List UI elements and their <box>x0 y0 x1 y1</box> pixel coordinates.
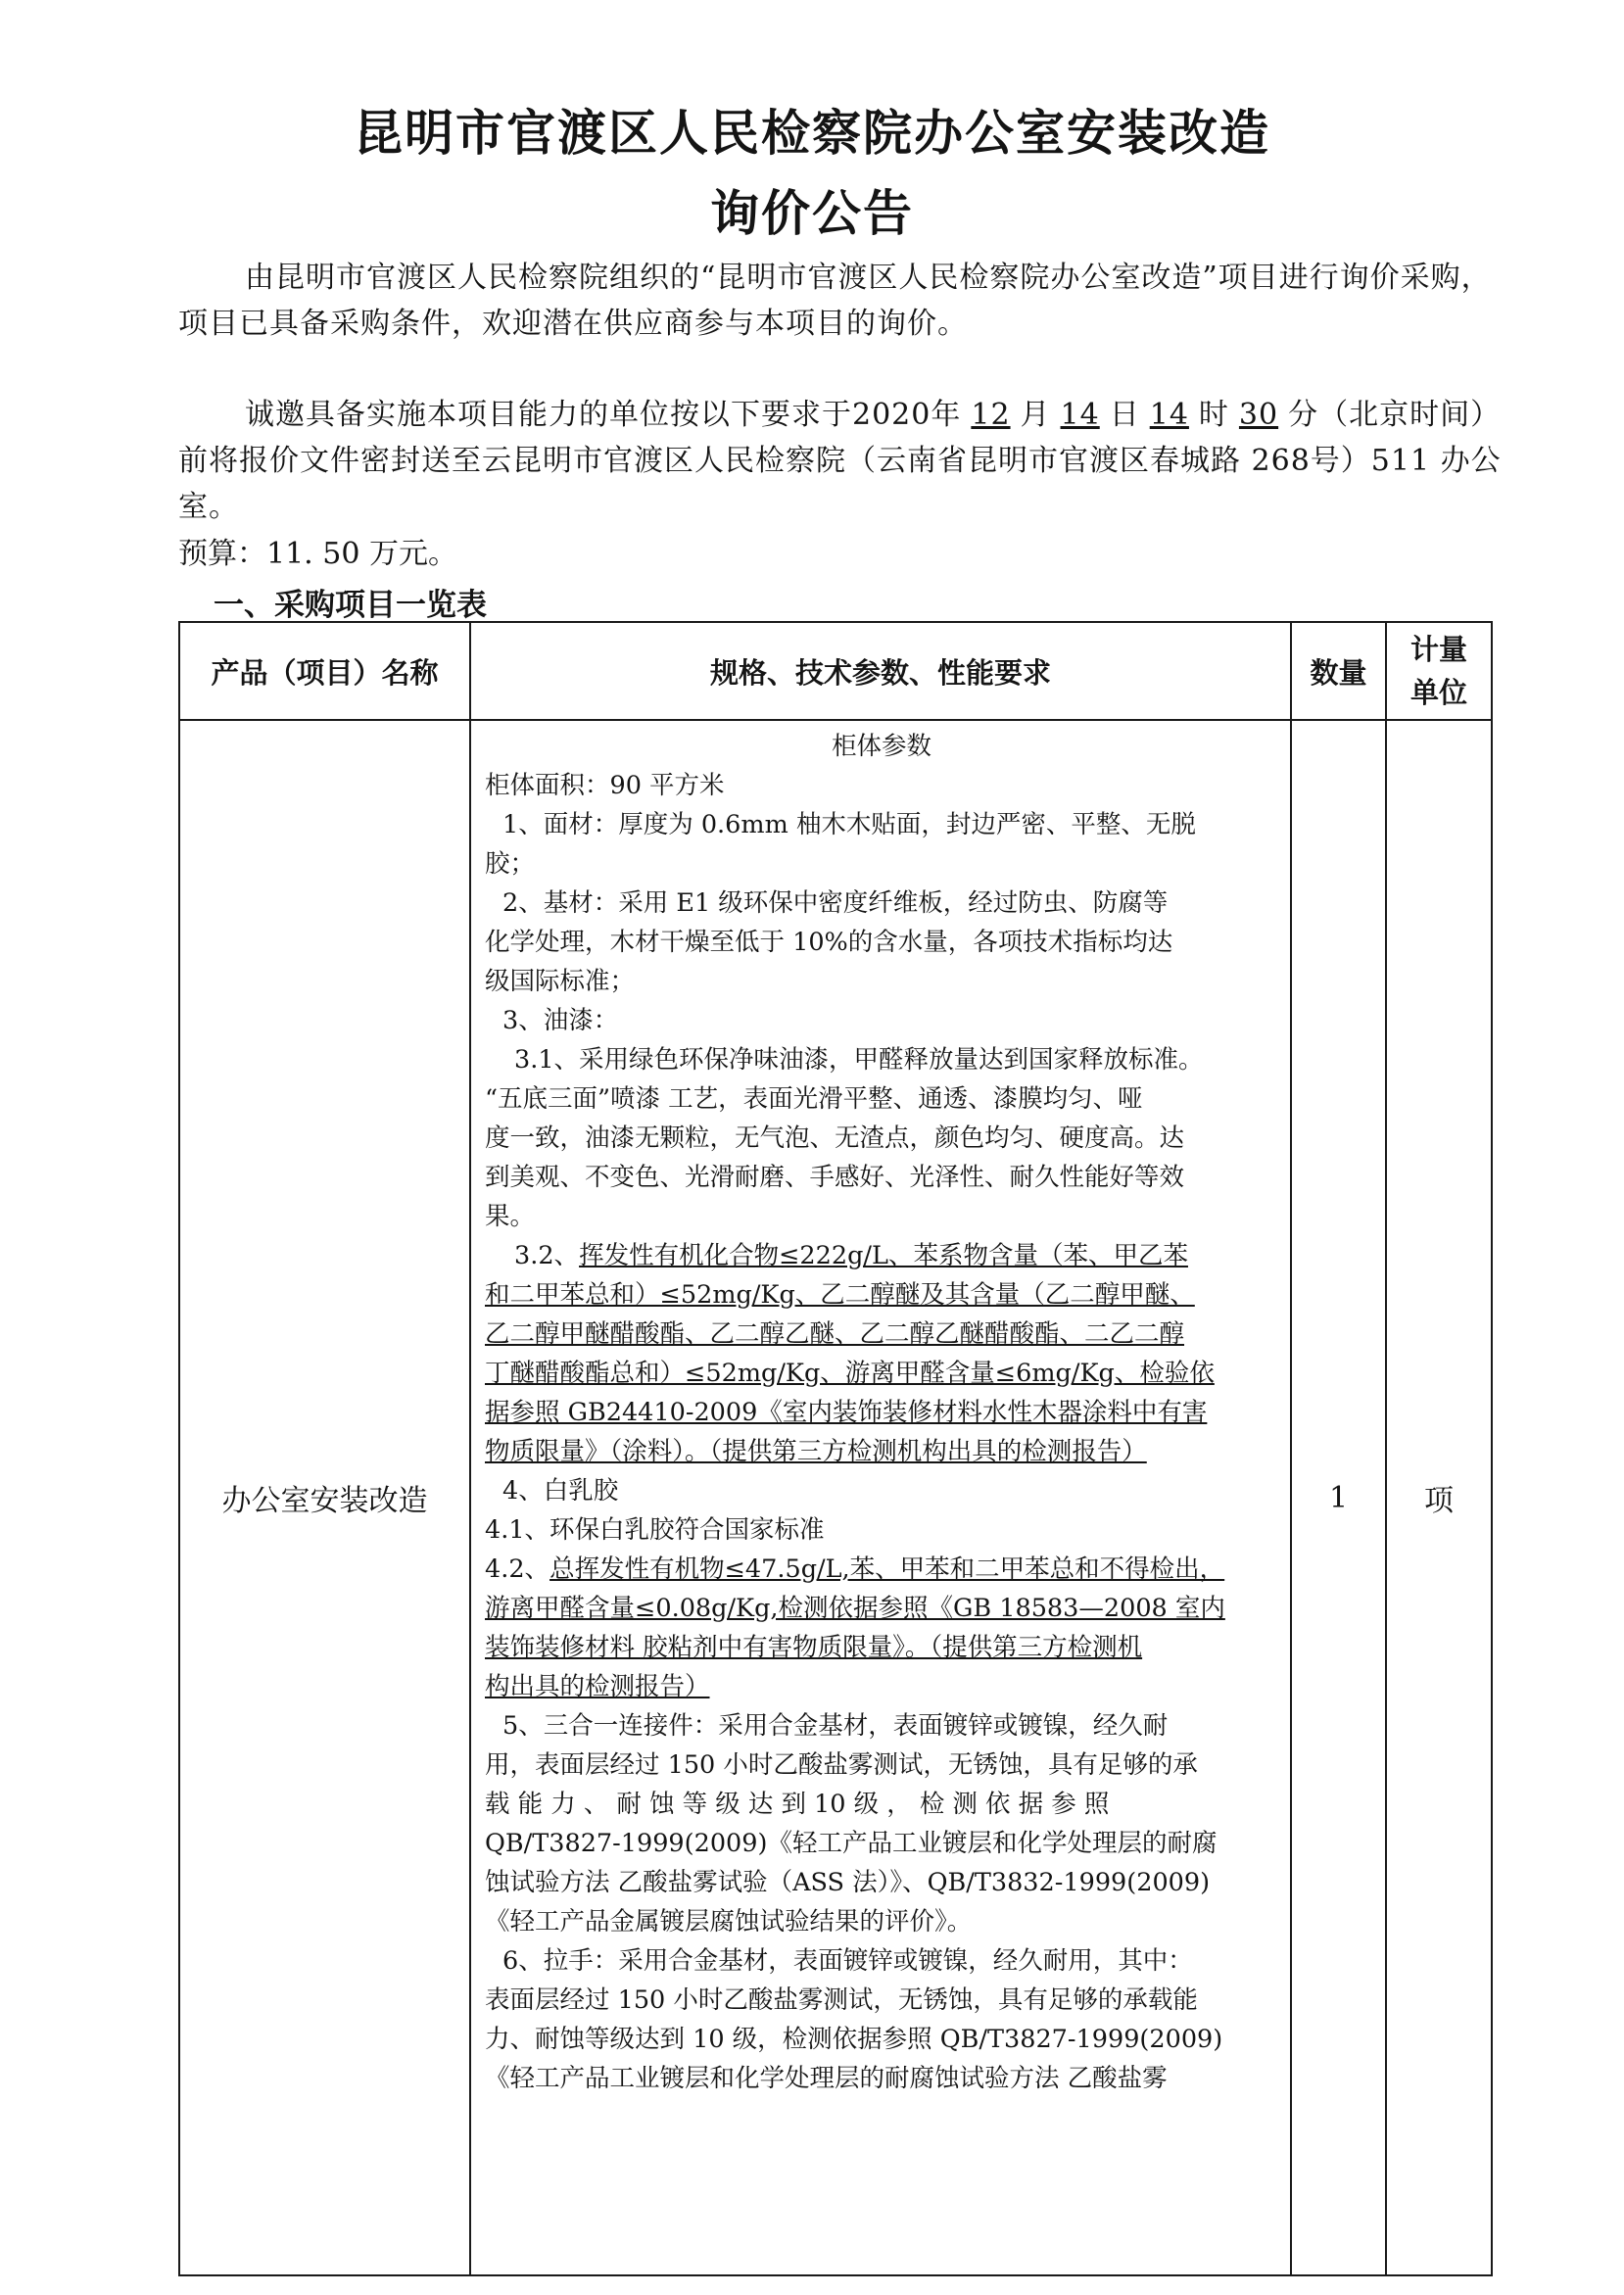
spec-line: 装饰装修材料 胶粘剂中有害物质限量》。（提供第三方检测机 <box>485 1633 1143 1662</box>
header-unit-line2: 单位 <box>1409 676 1467 709</box>
spec-line: 表面层经过 150 小时乙酸盐雾测试，无锈蚀，具有足够的承载能 <box>485 1985 1198 2015</box>
spec-underlined: 挥发性有机化合物≤222g/L、苯系物含量（苯、甲乙苯 <box>579 1241 1188 1270</box>
spec-line: 3、油漆： <box>502 1006 619 1035</box>
header-unit-line1: 计量 <box>1409 633 1467 666</box>
spec-line: 2、基材：采用 E1 级环保中密度纤维板，经过防虫、防腐等 <box>502 888 1169 918</box>
spec-line: 1、面材：厚度为 0.6mm 柚木木贴面，封边严密、平整、无脱 <box>502 810 1196 839</box>
unit-day: 日 <box>1109 398 1140 432</box>
unit-year: 年 <box>931 398 962 432</box>
unit-minute: 分 <box>1288 398 1319 432</box>
spec-line: 蚀试验方法 乙酸盐雾试验（ASS 法）》、QB/T3832-1999(2009) <box>485 1868 1211 1897</box>
spec-heading: 柜体参数 <box>831 732 931 761</box>
section-title: 一、采购项目一览表 <box>214 588 487 623</box>
spec-line: 力、耐蚀等级达到 10 级，检测依据参照 QB/T3827-1999(2009) <box>485 2025 1223 2054</box>
spec-line: 4.1、环保白乳胶符合国家标准 <box>485 1515 825 1545</box>
header-spec: 规格、技术参数、性能要求 <box>470 622 1291 720</box>
spec-line: 度一致，油漆无颗粒，无气泡、无渣点，颜色均匀、硬度高。达 <box>485 1124 1185 1153</box>
invitation-paragraph <box>178 392 1510 530</box>
spec-text <box>485 727 1278 2098</box>
spec-line: “五底三面”喷漆 工艺，表面光滑平整、通透、漆膜均匀、哑 <box>485 1084 1143 1114</box>
row-spec <box>470 720 1291 2275</box>
spec-line: 到美观、不变色、光滑耐磨、手感好、光泽性、耐久性能好等效 <box>485 1163 1185 1192</box>
procurement-table <box>178 621 1493 2276</box>
spec-number: 4.2、 <box>485 1554 550 1584</box>
spec-line: 级国际标准； <box>485 967 636 996</box>
spec-line: 《轻工产品工业镀层和化学处理层的耐腐蚀试验方法 乙酸盐雾 <box>485 2064 1168 2093</box>
table-header-row <box>179 622 1492 720</box>
unit-hour: 时 <box>1198 398 1229 432</box>
spec-line: 据参照 GB24410-2009《室内装饰装修材料水性木器涂料中有害 <box>485 1398 1208 1427</box>
spec-line: 5、三合一连接件：采用合金基材，表面镀锌或镀镍，经久耐 <box>502 1711 1169 1741</box>
spec-line: 游离甲醛含量≤0.08g/Kg,检测依据参照《GB 18583—2008 室内 <box>485 1594 1225 1623</box>
header-name: 产品（项目）名称 <box>179 622 470 720</box>
spec-line: 果。 <box>485 1202 536 1231</box>
table-row <box>179 720 1492 2275</box>
row-qty: 1 <box>1291 720 1386 2275</box>
spec-underlined: 总挥发性有机物≤47.5g/L,苯、甲苯和二甲苯总和不得检出， <box>549 1554 1225 1584</box>
spec-line: 物质限量》（涂料）。（提供第三方检测机构出具的检测报告） <box>485 1437 1147 1466</box>
spec-line: 胶； <box>485 849 536 879</box>
spec-line: 和二甲苯总和）≤52mg/Kg、乙二醇醚及其含量（乙二醇甲醚、 <box>485 1280 1195 1310</box>
spec-line: QB/T3827-1999(2009)《轻工产品工业镀层和化学处理层的耐腐 <box>485 1829 1218 1858</box>
header-qty: 数量 <box>1291 622 1386 720</box>
spec-line: 载 能 力 、 耐 蚀 等 级 达 到 10 级 ， 检 测 依 据 参 照 <box>485 1790 1110 1819</box>
deadline-hour: 14 <box>1149 398 1189 432</box>
spec-line: 柜体面积：90 平方米 <box>485 771 725 800</box>
spec-line: 化学处理，木材干燥至低于 10%的含水量，各项技术指标均达 <box>485 928 1173 957</box>
row-unit: 项 <box>1386 720 1492 2275</box>
unit-month: 月 <box>1020 398 1051 432</box>
deadline-minute: 30 <box>1238 398 1279 432</box>
spec-line: 6、拉手：采用合金基材，表面镀锌或镀镍，经久耐用，其中： <box>502 1946 1193 1976</box>
spec-line: 3.1、采用绿色环保净味油漆，甲醛释放量达到国家释放标准。 <box>514 1045 1204 1075</box>
deadline-day: 14 <box>1060 398 1100 432</box>
document-subtitle: 询价公告 <box>710 185 914 242</box>
spec-line: 构出具的检测报告） <box>485 1672 710 1701</box>
deadline-year: 2020 <box>852 398 931 432</box>
header-unit <box>1386 622 1492 720</box>
invite-prefix: 诚邀具备实施本项目能力的单位按以下要求于 <box>245 398 852 432</box>
row-name: 办公室安装改造 <box>179 720 470 2275</box>
spec-line: 乙二醇甲醚醋酸酯、乙二醇乙醚、乙二醇乙醚醋酸酯、二乙二醇 <box>485 1319 1185 1349</box>
document-title: 昆明市官渡区人民检察院办公室安装改造 <box>354 105 1270 162</box>
spec-number: 3.2、 <box>514 1241 580 1270</box>
spec-line: 4、白乳胶 <box>502 1476 619 1506</box>
spec-line <box>485 1236 1278 1275</box>
budget-line: 预算：11. 50 万元。 <box>178 537 457 571</box>
deadline-month: 12 <box>971 398 1011 432</box>
intro-paragraph: 由昆明市官渡区人民检察院组织的“昆明市官渡区人民检察院办公室改造”项目进行询价采购，项目已具备采购条件，欢迎潜在供应商参与本项目的询价。 <box>178 261 1492 341</box>
spec-line <box>485 1550 1278 1589</box>
spec-line: 《轻工产品金属镀层腐蚀试验结果的评价》。 <box>485 1907 973 1936</box>
invite-suffix: （北京时间）前将报价文件密封送至云昆明市官渡区人民检察院（云南省昆明市官渡区春城路 268号）511 办公室。 <box>178 398 1502 524</box>
spec-line: 丁醚醋酸酯总和）≤52mg/Kg、游离甲醛含量≤6mg/Kg、检验依 <box>485 1359 1215 1388</box>
spec-line: 用，表面层经过 150 小时乙酸盐雾测试，无锈蚀，具有足够的承 <box>485 1750 1198 1780</box>
